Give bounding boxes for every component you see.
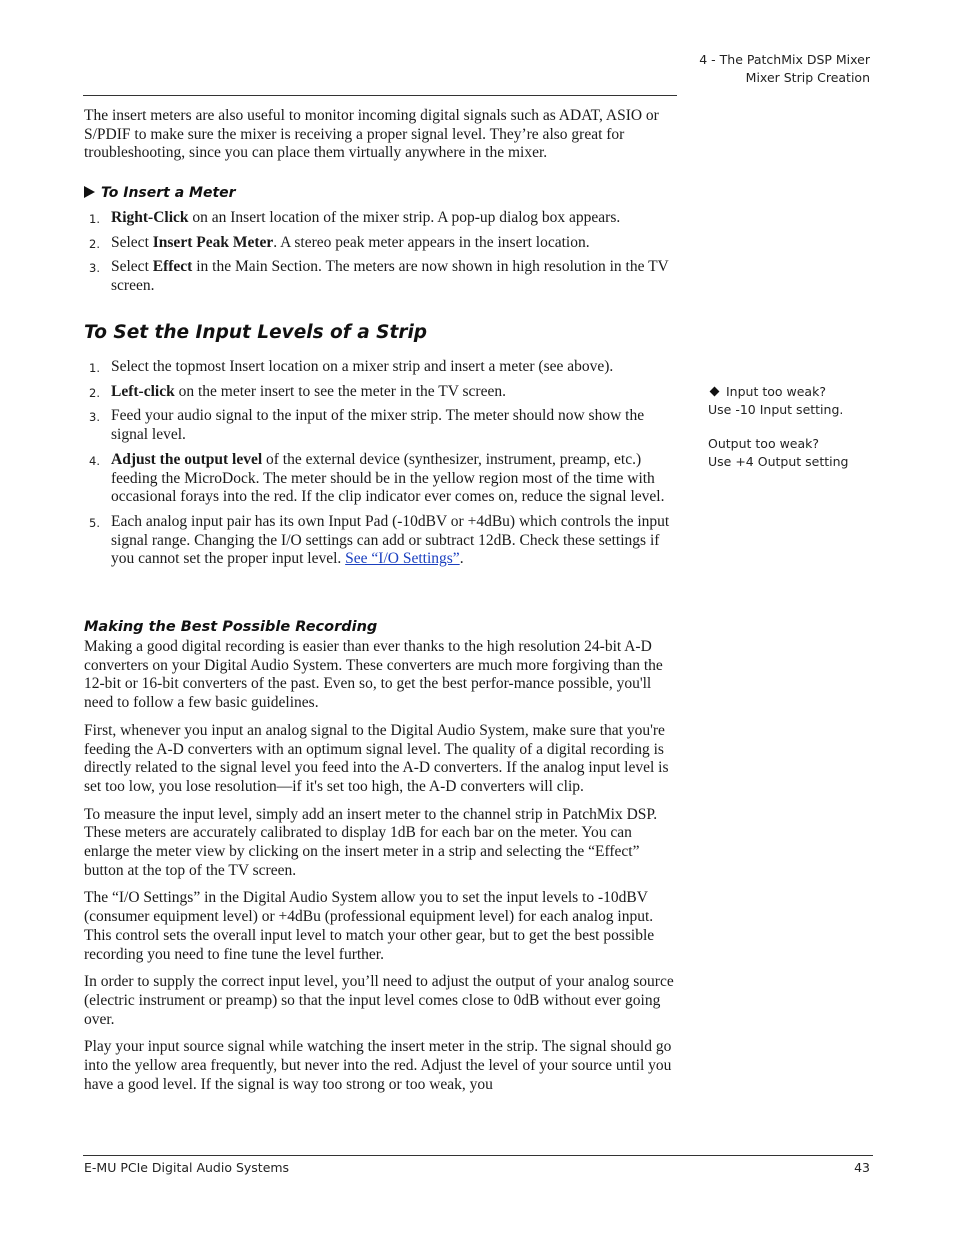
step-text: on an Insert location of the mixer strip. A pop-up dialog box appears. [188, 209, 621, 226]
list-item [84, 234, 678, 253]
step-text: of the external device (synthesizer, instrument, preamp, etc.) feeding the MicroDock. The meter should be in the yellow region most of the time with occasional forays into the red. If the clip indicator ever comes on, reduce the signal level. [111, 450, 665, 506]
recording-paragraph: In order to supply the correct input level, you’ll need to adjust the output of your analog source (electric instrument or preamp) so that the input level comes close to 0dB without ever going over. [84, 973, 674, 1028]
recording-paragraph: Play your input source signal while watching the insert meter in the strip. The signal should go into the yellow area frequently, but never into the red. Adjust the level of your source until you have a good level. If the signal is way too strong or too weak, you [84, 1038, 672, 1093]
step-pre: Select [111, 258, 153, 276]
list-item [84, 209, 678, 228]
procedure-arrow-icon [84, 186, 95, 198]
list-item [84, 358, 678, 377]
recording-paragraph: Making a good digital recording is easier than ever thanks to the high resolution 24-bit A-D converters on your Digital Audio System. These converters are much more forgiving than the 12-bit or 16-bit converters of the past. Even so, to get the best perfor-mance possible, you'll need to follow a few basic guidelines. [84, 638, 663, 712]
footer-title: E-MU PCIe Digital Audio Systems [84, 1160, 290, 1175]
header-chapter: 4 - The PatchMix DSP Mixer [699, 52, 870, 67]
input-levels-heading: To Set the Input Levels of a Strip [84, 322, 428, 343]
intro-paragraph [84, 107, 678, 163]
step-number: 5. [89, 515, 100, 530]
step-number: 1. [89, 212, 100, 226]
footer-rule [83, 1155, 873, 1156]
step-text: in the Main Section. The meters are now shown in high resolution in the TV screen. [111, 258, 669, 295]
step-bold: Effect [152, 258, 193, 276]
header-rule [83, 95, 677, 96]
step-text: on the meter insert to see the meter in the TV screen. [174, 382, 506, 400]
step-text: Select the topmost Insert location on a mixer strip and insert a meter (see above). [111, 358, 614, 375]
step-number: 2. [89, 385, 100, 400]
running-header [699, 51, 870, 87]
list-item [84, 258, 678, 295]
step-number: 3. [89, 410, 100, 425]
insert-meter-heading [84, 185, 236, 201]
step-bold: Insert Peak Meter [152, 233, 274, 251]
page-number: 43 [854, 1160, 870, 1175]
recording-paragraph: First, whenever you input an analog signal to the Digital Audio System, make sure that you're feeding the A-D converters with an optimum signal level. The quality of a digital recording is directly related to the signal level you feed into the A-D converters. If the analog input level is set too low, you lose resolution—if it's set too high, the A-D converters will clip. [84, 721, 669, 795]
step-number: 2. [89, 236, 100, 251]
header-section: Mixer Strip Creation [745, 70, 870, 85]
intro-text: The insert meters are also useful to monitor incoming digital signals such as ADAT, ASIO or S/PDIF to make sure the mixer is receiving a proper signal level. They’re also great for troubleshooting, since you can place them virtually anywhere in the mixer. [84, 107, 659, 162]
step-number: 3. [89, 261, 100, 276]
step-after: . [459, 550, 464, 568]
margin-note-text: Input too weak? [726, 384, 826, 399]
list-item [84, 451, 678, 507]
step-text: Feed your audio signal to the input of the mixer strip. The meter should now show the signal level. [111, 407, 645, 444]
diamond-bullet-icon [710, 387, 720, 397]
insert-meter-heading-text: To Insert a Meter [101, 185, 236, 201]
step-text: . A stereo peak meter appears in the insert location. [273, 233, 590, 251]
margin-note-text: Use +4 Output setting [708, 453, 849, 469]
list-item [84, 383, 678, 402]
recording-paragraph: The “I/O Settings” in the Digital Audio System allow you to set the input levels to -10dBV (consumer equipment level) or +4dBu (professional equipment level) for each analog input. This control sets the overall input level to match your other gear, but to get the best possible recording you need to fine tune the level further. [84, 889, 655, 963]
margin-note-text: Use -10 Input setting. [708, 401, 844, 417]
margin-note-text: Output too weak? [708, 436, 820, 451]
recording-heading: Making the Best Possible Recording [84, 619, 378, 635]
step-number: 4. [89, 453, 100, 468]
recording-paragraph: To measure the input level, simply add an insert meter to the channel strip in PatchMix DSP. These meters are accurately calibrated to display 1dB for each bar on the meter. You can enlarge the meter view by clicking on the insert meter in a strip and selecting the “Effect” button at the top of the TV screen. [84, 805, 658, 879]
recording-body [84, 638, 678, 1094]
insert-meter-steps [84, 209, 678, 302]
list-item [84, 513, 678, 569]
margin-note-line [708, 383, 848, 401]
step-bold: Adjust the output level [111, 450, 263, 468]
step-bold: Right-Click [111, 209, 189, 226]
margin-note [708, 383, 848, 470]
step-bold: Left-click [111, 382, 175, 400]
step-pre: Select [111, 233, 153, 251]
step-text: Each analog input pair has its own Input Pad (-10dBV or +4dBu) which controls the input signal range. Changing the I/O settings can add or subtract 12dB. Check these settings if you cannot set the proper input level. [111, 512, 670, 568]
input-levels-steps [84, 358, 678, 575]
io-settings-link[interactable]: See “I/O Settings” [345, 550, 460, 568]
list-item [84, 407, 678, 444]
step-number: 1. [89, 361, 100, 375]
